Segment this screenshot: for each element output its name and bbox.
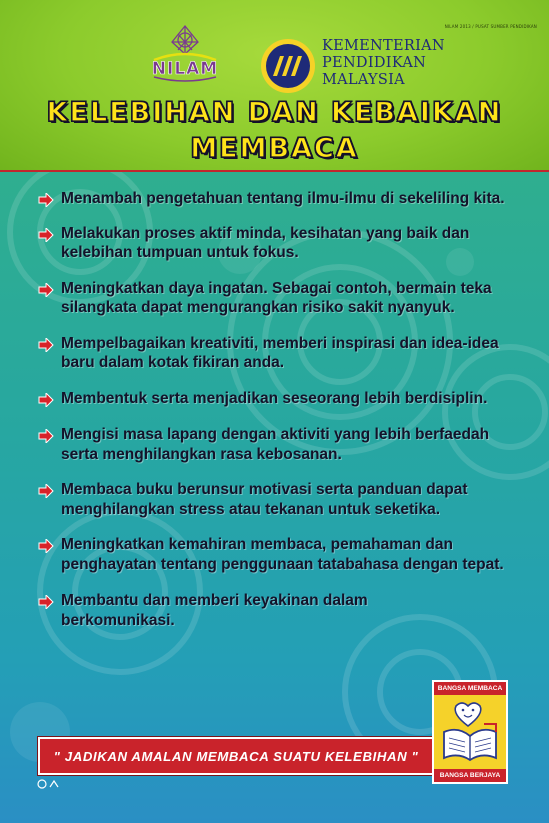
open-book-icon bbox=[440, 698, 500, 764]
list-item bbox=[38, 591, 413, 630]
slogan-text: " JADIKAN AMALAN MEMBACA SUATU KELEBIHAN " bbox=[53, 748, 419, 764]
list-item-text: Membaca buku berunsur motivasi serta panduan dapat menghilangkan stress atau tekanan untuk seketika. bbox=[61, 481, 468, 518]
list-item-text: Mengisi masa lapang dengan aktiviti yang lebih berfaedah serta menghilangkan rasa kebosanan. bbox=[61, 426, 490, 463]
arrow-right-icon bbox=[38, 429, 54, 443]
list-item bbox=[38, 189, 508, 209]
list-item bbox=[38, 480, 508, 519]
badge-bottom-text: BANGSA BERJAYA bbox=[434, 769, 506, 782]
arrow-right-icon bbox=[38, 484, 54, 498]
ministry-line-3: MALAYSIA bbox=[322, 72, 405, 88]
benefits-list bbox=[38, 189, 508, 630]
list-item bbox=[38, 535, 508, 574]
arrow-right-icon bbox=[38, 595, 54, 609]
ministry-line-2: PENDIDIKAN bbox=[322, 55, 427, 71]
footer-logo-icon bbox=[37, 778, 61, 790]
badge-top-text: BANGSA MEMBACA bbox=[434, 682, 506, 695]
header-band bbox=[0, 0, 549, 178]
poster-title-line-1: KELEBIHAN DAN KEBAIKAN bbox=[46, 97, 503, 128]
arrow-right-icon bbox=[38, 283, 54, 297]
list-item-text: Menambah pengetahuan tentang ilmu-ilmu di sekeliling kita. bbox=[61, 190, 505, 207]
list-item-text: Meningkatkan kemahiran membaca, pemahaman dan penghayatan tentang penggunaan tatabahasa dengan tepat. bbox=[61, 536, 504, 573]
arrow-right-icon bbox=[38, 338, 54, 352]
list-item bbox=[38, 334, 508, 373]
arrow-right-icon bbox=[38, 393, 54, 407]
bangsa-membaca-badge bbox=[432, 680, 508, 784]
list-item bbox=[38, 279, 508, 318]
list-item-text: Meningkatkan daya ingatan. Sebagai contoh, bermain teka silangkata dapat mengurangkan risiko sakit nyanyuk. bbox=[61, 279, 492, 316]
arrow-right-icon bbox=[38, 193, 54, 207]
list-item bbox=[38, 425, 508, 464]
arrow-right-icon bbox=[38, 228, 54, 242]
ministry-name bbox=[322, 38, 445, 89]
poster-title-line-2: MEMBACA bbox=[190, 133, 359, 164]
arrow-right-icon bbox=[38, 539, 54, 553]
list-item-text: Melakukan proses aktif minda, kesihatan yang baik dan kelebihan tumpuan untuk fokus. bbox=[61, 224, 470, 261]
list-item-text: Mempelbagaikan kreativiti, memberi inspirasi dan idea-idea baru dalam kotak fikiran anda. bbox=[61, 334, 499, 371]
ministry-emblem-icon bbox=[260, 38, 316, 94]
ministry-line-1: KEMENTERIAN bbox=[322, 38, 445, 54]
list-item-text: Membentuk serta menjadikan seseorang lebih berdisiplin. bbox=[61, 389, 488, 407]
header-small-text: NILAM 2013 / PUSAT SUMBER PENDIDIKAN bbox=[444, 24, 537, 29]
nilam-logo bbox=[140, 22, 230, 84]
list-item-text: Membantu dan memberi keyakinan dalam berkomunikasi. bbox=[61, 592, 368, 629]
list-item bbox=[38, 224, 508, 263]
list-item bbox=[38, 389, 508, 409]
slogan-banner bbox=[38, 737, 434, 775]
nilam-logo-text: NILAM bbox=[151, 59, 219, 79]
